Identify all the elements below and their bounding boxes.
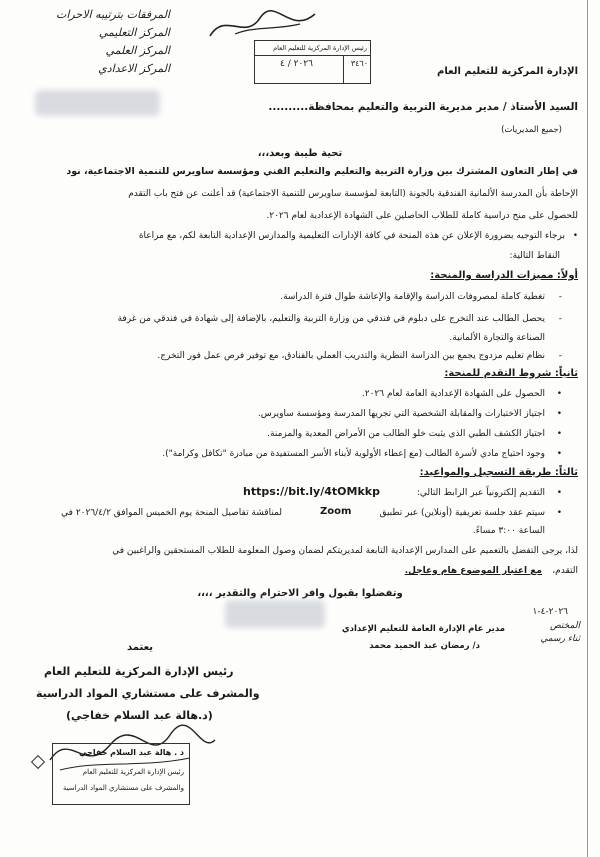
directive-line-1: برجاء التوجيه بضرورة الإعلان عن هذه المنحة في كافة الإدارات التعليمية والمدارس الإعدادية التابعة لكم، مع مراعاة — [138, 231, 565, 241]
bullet: • — [556, 449, 562, 459]
incoming-stamp — [254, 40, 371, 84]
section2-item: اجتياز الاختبارات والمقابلة الشخصية التي تجريها المدرسة ومؤسسة ساويرس. — [257, 409, 545, 419]
signature-stamp — [52, 743, 190, 805]
section2-item: وجود احتياج مادي لأسرة الطالب (مع إعطاء الأولوية لأبناء الأسر المستفيدة من مبادرة "تكافل وكرامة"). — [162, 449, 545, 459]
approval-line-3: (د.هالة عبد السلام خفاجي) — [66, 709, 213, 722]
handwritten-line: المركز العلمي — [105, 44, 170, 57]
bullet: • — [572, 231, 578, 241]
regards: وتفضلوا بقبول وافر الاحترام والتقدير ،،،، — [197, 588, 403, 599]
stamp-line: رئيس الإدارة المركزية للتعليم العام — [82, 768, 184, 776]
redacted-area — [35, 90, 160, 116]
section1-item: يحصل الطالب عند التخرج على دبلوم في فندقي من وزارة التربية والتعليم، بالإضافة إلى شهادة في فندقي من غرفة — [117, 314, 545, 324]
handwritten-notes — [20, 6, 170, 78]
greeting: تحية طيبة وبعد،،، — [257, 148, 343, 159]
approval-title: يعتمد — [127, 642, 153, 653]
handwritten-line: المركز التعليمي — [98, 26, 170, 39]
closing-line-2a: التقدم، — [552, 566, 578, 576]
section3-title: ثالثاً: طريقة التسجيل والمواعيد: — [419, 467, 578, 478]
handwritten-line: المرفقات بترتيبه الاحرات — [55, 8, 170, 21]
bullet: - — [558, 351, 562, 361]
handwritten-line: المركز الاعدادي — [98, 62, 170, 75]
stamp-top-text: رئيس الإدارة المركزية للتعليم العام — [273, 44, 367, 52]
closing-line-2b: مع اعتبار الموضوع هام وعاجل. — [404, 566, 542, 576]
section3-item2-a: سيتم عقد جلسة تعريفية (أونلاين) عبر تطبيق — [379, 508, 545, 518]
section3-item1-label: التقديم إلكترونياً عبر الرابط التالي: — [416, 488, 545, 498]
redacted-signature — [225, 600, 325, 628]
directive-line-2: النقاط التالية: — [509, 251, 560, 261]
bullet: - — [558, 292, 562, 302]
stamp-number: ٣٤٦٠ — [350, 59, 368, 68]
bullet: - — [558, 314, 562, 324]
addressee-line: السيد الأستاذ / مدير مديرية التربية والتعليم بمحافظة.......... — [268, 101, 578, 113]
bullet: • — [556, 409, 562, 419]
section2-title: ثانياً: شروط التقدم للمنحة: — [444, 368, 578, 379]
bullet: • — [556, 389, 562, 399]
closing-line-1: لذا، يرجى التفضل بالتعميم على المدارس الإعدادية التابعة لمديريتكم لضمان وصول المعلومة للطلاب المستحقين والراغبين في — [112, 546, 578, 556]
section1-item: تغطية كاملة لمصروفات الدراسة والإقامة والإعاشة طوال فترة الدراسة. — [280, 292, 545, 302]
stamp-line: د . هالة عبد السلام خفاجي — [78, 748, 184, 757]
org-name: الإدارة المركزية للتعليم العام — [437, 66, 578, 77]
addressee-sub: (جميع المديريات) — [501, 125, 562, 135]
scan-edge-line — [587, 0, 588, 857]
intro-line-2: الإحاطة بأن المدرسة الألمانية الفندقية بالجونة (التابعة لمؤسسة ساويرس للتنمية الاجتماعية) قد أعلنت عن فتح باب التقدم — [128, 189, 578, 199]
section2-item: اجتياز الكشف الطبي الذي يثبت خلو الطالب من الأمراض المعدية والمزمنة. — [267, 429, 545, 439]
bullet: • — [556, 508, 562, 518]
approval-line-1: رئيس الإدارة المركزية للتعليم العام — [44, 665, 234, 678]
director-name: د/ رمضان عبد الحميد محمد — [369, 641, 480, 651]
zoom-label: Zoom — [320, 506, 352, 517]
document-date: ٢٠٢٦-٤-١ — [532, 607, 568, 617]
section1-item-cont: الصناعة والتجارة الألمانية. — [449, 333, 545, 343]
section3-item2-b: لمناقشة تفاصيل المنحة يوم الخميس الموافق ٢٠٢٦/٤/٢ في — [61, 508, 282, 518]
bullet: • — [556, 429, 562, 439]
bullet: • — [556, 488, 562, 498]
stamp-date: ٢٠٢٦ / ٤ — [280, 59, 313, 69]
section2-item: الحصول على الشهادة الإعدادية العامة لعام ٢٠٢٦. — [361, 389, 545, 399]
section3-item2-line2: الساعة ٣:٠٠ مساءً. — [472, 526, 545, 536]
right-note-line: ثناء رسمي — [540, 634, 580, 644]
intro-line-3: للحصول على منح دراسية كاملة للطلاب الحاصلين على الشهادة الإعدادية لعام ٢٠٢٦. — [266, 211, 578, 221]
intro-line-1: في إطار التعاون المشترك بين وزارة التربية والتعليم والتعليم الفني ومؤسسة ساويرس للتنمية الاجتماعية، نود — [66, 166, 578, 177]
right-note — [540, 620, 580, 646]
section1-item: نظام تعليم مزدوج يجمع بين الدراسة النظرية والتدريب العملي بالفنادق، مع توفير فرص عمل فور التخرج. — [157, 351, 545, 361]
registration-link[interactable]: https://bit.ly/4tOMkkp — [243, 485, 380, 498]
right-note-line: المختص — [550, 621, 580, 631]
director-title: مدير عام الإدارة العامة للتعليم الإعدادي — [341, 624, 505, 634]
approval-line-2: والمشرف على مستشاري المواد الدراسية — [36, 687, 260, 700]
section1-title: أولاً: مميزات الدراسة والمنحة: — [430, 270, 578, 281]
stamp-line: والمشرف على مستشاري المواد الدراسية — [62, 784, 184, 792]
